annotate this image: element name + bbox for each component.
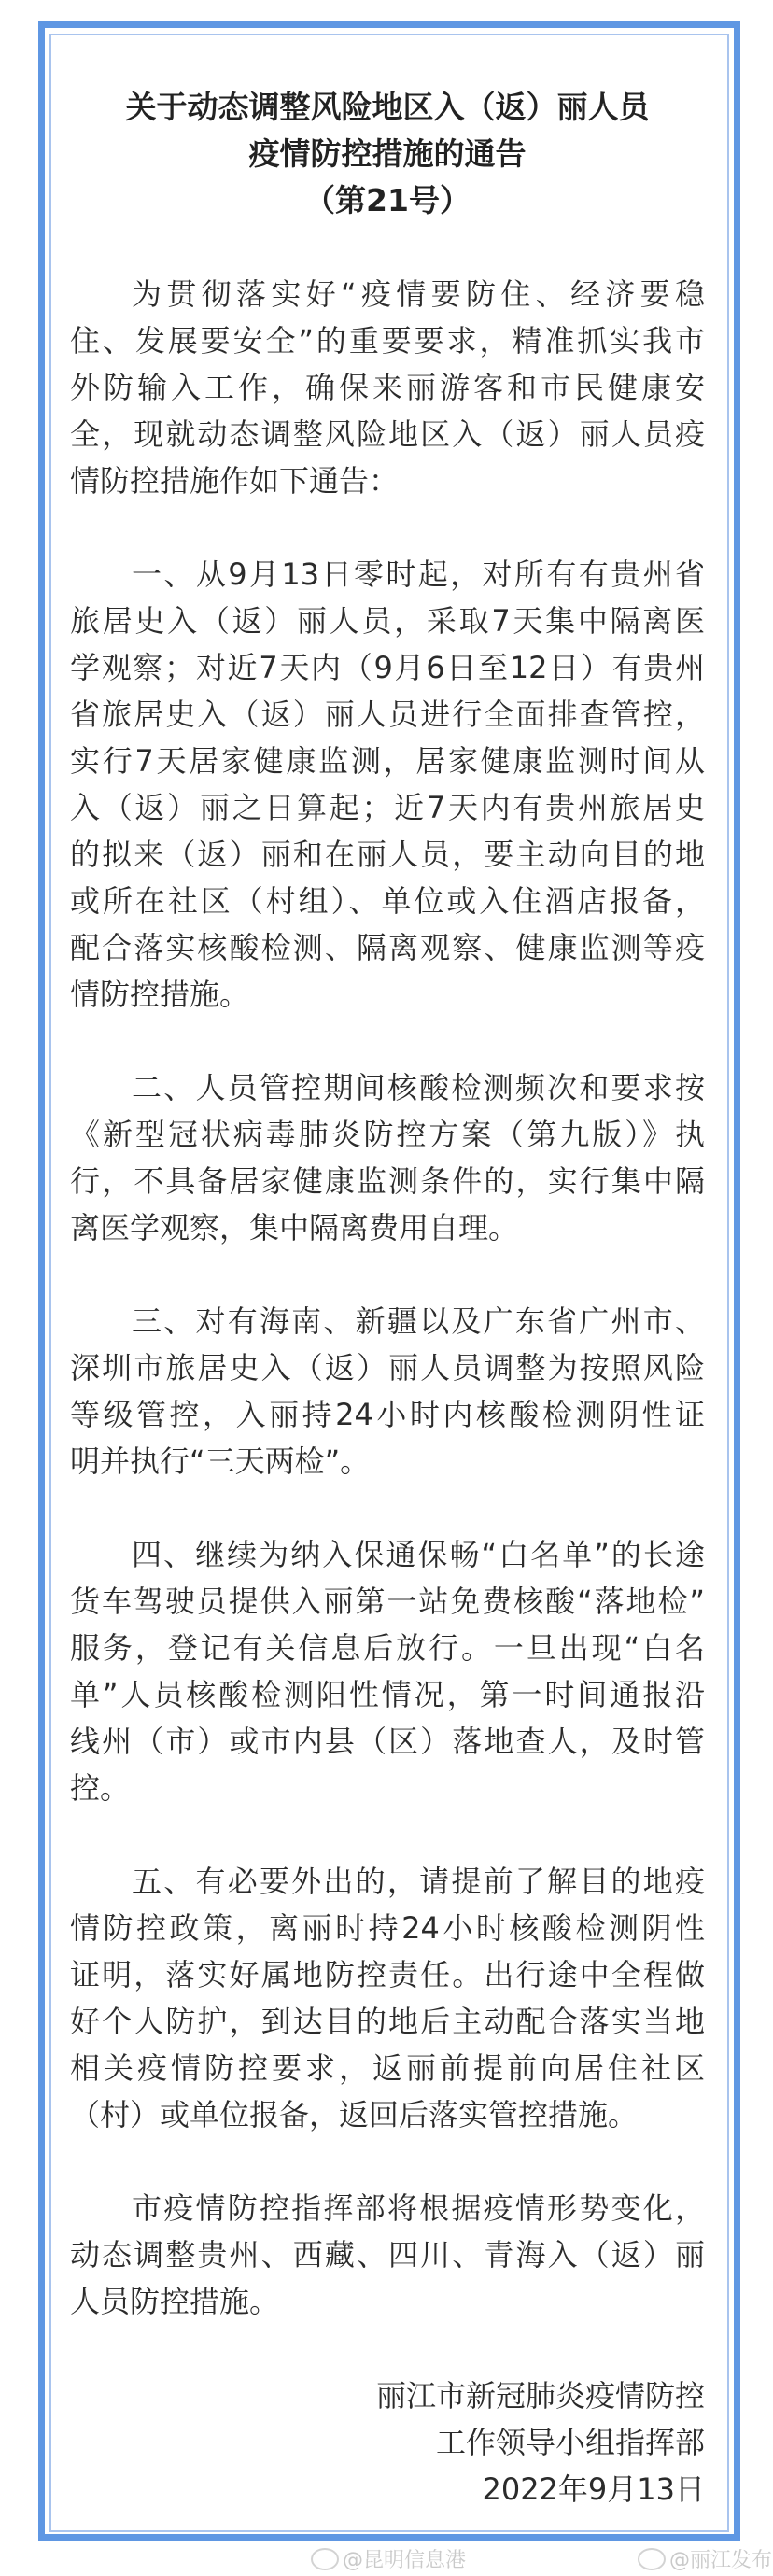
signature-org: 丽江市新冠肺炎疫情防控 <box>375 2378 705 2414</box>
paragraph-line: 情防控措施。 <box>70 977 250 1012</box>
paragraph <box>70 1858 705 2138</box>
paragraph-line: 市疫情防控指挥部将根据疫情形势变化， <box>132 2190 705 2226</box>
signature <box>70 2372 705 2513</box>
paragraph-line: 为贯彻落实好“疫情要防住、经济要稳 <box>132 276 705 312</box>
paragraph-line: 省旅居史入（返）丽人员进行全面排查管控， <box>70 697 705 732</box>
signature-dept: 工作领导小组指挥部 <box>435 2425 705 2460</box>
watermark <box>638 2544 772 2573</box>
signature-date: 2022年9月13日 <box>482 2471 705 2507</box>
paragraph-line: 旅居史入（返）丽人员，采取7天集中隔离医 <box>70 603 705 639</box>
paragraph-line: 明并执行“三天两检”。 <box>70 1443 371 1479</box>
watermark-text: @昆明信息港 <box>343 2549 467 2572</box>
weibo-icon <box>638 2548 666 2570</box>
paragraph <box>70 551 705 1018</box>
paragraph-line: 好个人防护，到达目的地后主动配合落实当地 <box>70 2004 705 2039</box>
paragraph-line: 深圳市旅居史入（返）丽人员调整为按照风险 <box>70 1350 705 1386</box>
paragraph-line: 或所在社区（村组）、单位或入住酒店报备， <box>70 883 705 919</box>
title-line: 关于动态调整风险地区入（返）丽人员 <box>125 89 650 125</box>
paragraph-line: 学观察；对近7天内（9月6日至12日）有贵州 <box>70 650 705 685</box>
paragraph-line: 五、有必要外出的，请提前了解目的地疫 <box>132 1864 705 1899</box>
paragraph-line: 配合落实核酸检测、隔离观察、健康监测等疫 <box>70 930 705 965</box>
paragraph-line: 动态调整贵州、西藏、四川、青海入（返）丽 <box>70 2237 705 2273</box>
paragraph-line: 实行7天居家健康监测，居家健康监测时间从 <box>70 743 705 779</box>
notice-title <box>70 84 705 224</box>
paragraph-line: 证明，落实好属地防控责任。出行途中全程做 <box>70 1957 705 1992</box>
paragraph-line: 四、继续为纳入保通保畅“白名单”的长途 <box>132 1537 705 1572</box>
paragraph-line: 全，现就动态调整风险地区入（返）丽人员疫 <box>70 416 705 452</box>
paragraph-line: 相关疫情防控要求，返丽前提前向居住社区 <box>70 2050 705 2086</box>
paragraph-line: 单”人员核酸检测阳性情况，第一时间通报沿 <box>70 1677 705 1712</box>
paragraph-line: 行，不具备居家健康监测条件的，实行集中隔 <box>70 1163 705 1199</box>
paragraph-line: 一、从9月13日零时起，对所有有贵州省 <box>132 556 705 592</box>
paragraph-line: 离医学观察，集中隔离费用自理。 <box>70 1210 519 1246</box>
paragraph-line: （村）或单位报备，返回后落实管控措施。 <box>70 2097 639 2133</box>
paragraph-line: 货车驾驶员提供入丽第一站免费核酸“落地检” <box>70 1584 705 1619</box>
paragraph-line: 二、人员管控期间核酸检测频次和要求按 <box>132 1070 705 1105</box>
paragraph-line: 等级管控，入丽持24小时内核酸检测阴性证 <box>70 1397 705 1432</box>
title-line: （第21号） <box>304 182 471 218</box>
watermark-text: @丽江发布 <box>669 2549 773 2572</box>
paragraph <box>70 2185 705 2325</box>
paragraph-line: 三、对有海南、新疆以及广东省广州市、 <box>132 1303 705 1339</box>
paragraph-line: 控。 <box>70 1770 131 1806</box>
paragraph <box>70 1064 705 1251</box>
paragraph-line: 情防控措施作如下通告： <box>70 463 400 499</box>
paragraph <box>70 1531 705 1811</box>
paragraph-line: 外防输入工作，确保来丽游客和市民健康安 <box>70 370 705 405</box>
paragraph <box>70 1298 705 1485</box>
title-line: 疫情防控措施的通告 <box>248 135 527 172</box>
watermark <box>311 2544 466 2573</box>
paragraph-line: 住、发展要安全”的重要要求，精准抓实我市 <box>70 323 705 359</box>
paragraph-line: 入（返）丽之日算起；近7天内有贵州旅居史 <box>70 790 705 825</box>
paragraph-line: 人员防控措施。 <box>70 2284 280 2319</box>
paragraph-line: 《新型冠状病毒肺炎防控方案（第九版）》执 <box>70 1117 705 1152</box>
paragraph-line: 的拟来（返）丽和在丽人员，要主动向目的地 <box>70 837 705 872</box>
paragraph-line: 服务，登记有关信息后放行。一旦出现“白名 <box>70 1630 705 1666</box>
weibo-icon <box>311 2548 339 2570</box>
paragraph-line: 线州（市）或市内县（区）落地查人，及时管 <box>70 1724 705 1759</box>
paragraph <box>70 271 705 504</box>
paragraph-line: 情防控政策，离丽时持24小时核酸检测阴性 <box>70 1910 705 1946</box>
